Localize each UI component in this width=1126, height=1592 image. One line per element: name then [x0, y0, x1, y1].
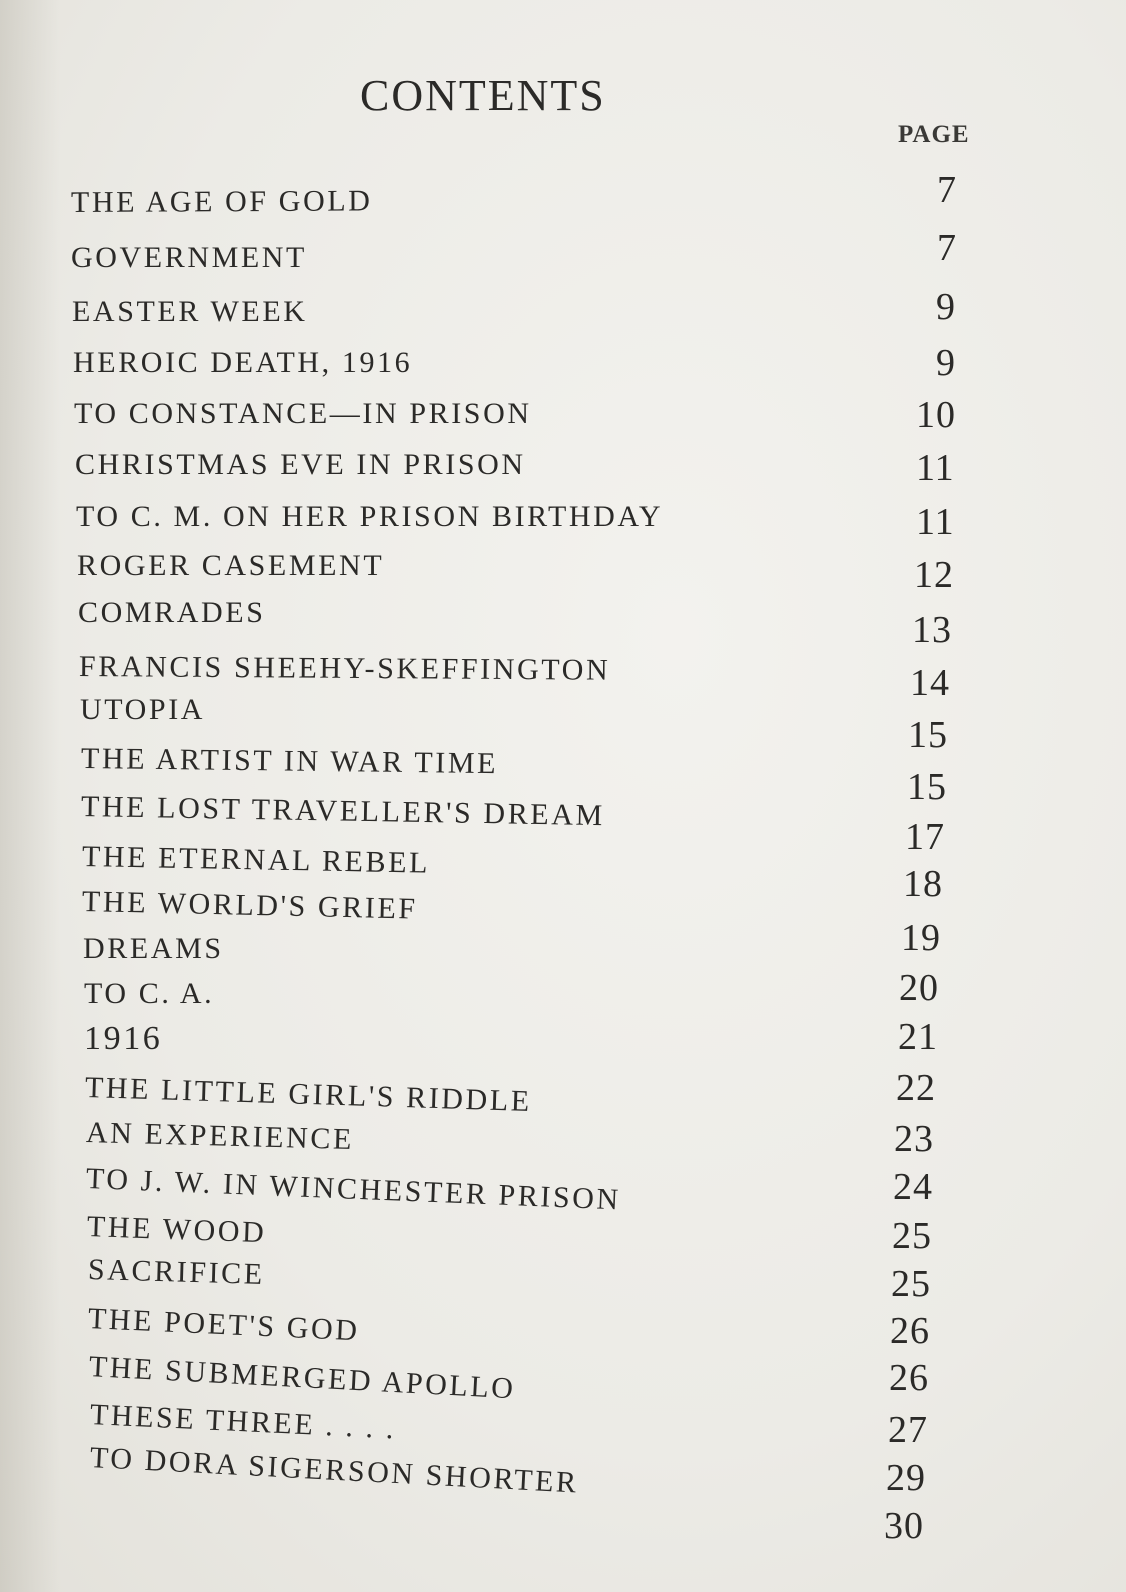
toc-entry-title: GOVERNMENT [71, 241, 307, 274]
toc-entry-page: 30 [884, 1505, 924, 1547]
toc-entry-page: 9 [936, 286, 956, 328]
toc-entry-page: 18 [903, 863, 943, 905]
toc-entry-title: THE LITTLE GIRL'S RIDDLE [84, 1071, 533, 1119]
toc-entry-title: THE WORLD'S GRIEF [81, 885, 419, 926]
toc-entry-page: 11 [916, 501, 955, 543]
toc-entry-page: 10 [916, 394, 956, 436]
toc-entry-title: SACRIFICE [87, 1253, 266, 1291]
toc-entry-page: 7 [937, 169, 957, 211]
toc-entry-page: 15 [907, 766, 947, 808]
toc-entry-title: TO C. M. ON HER PRISON BIRTHDAY [76, 500, 664, 533]
toc-entry-page: 19 [901, 917, 941, 959]
toc-entry-page: 23 [894, 1118, 934, 1160]
toc-entry-page: 21 [898, 1016, 938, 1058]
toc-entry-title: THESE THREE . . . . [89, 1398, 397, 1446]
toc-entry-title: THE ETERNAL REBEL [81, 840, 431, 880]
toc-entry-page: 26 [889, 1357, 929, 1399]
toc-entry-title: AN EXPERIENCE [85, 1116, 355, 1157]
toc-entry-title: CHRISTMAS EVE IN PRISON [75, 448, 526, 481]
toc-entry-page: 11 [916, 447, 955, 489]
toc-entry-title: UTOPIA [80, 693, 206, 726]
toc-entry-page: 25 [891, 1263, 931, 1305]
toc-entry-title: TO CONSTANCE—IN PRISON [74, 397, 532, 430]
toc-entry-title: ROGER CASEMENT [77, 549, 385, 582]
toc-entry-title: THE WOOD [86, 1210, 267, 1250]
toc-entry-page: 9 [936, 342, 956, 384]
toc-entry-page: 12 [914, 554, 954, 596]
toc-entry-page: 13 [912, 609, 952, 651]
toc-entry-title: THE AGE OF GOLD [70, 184, 373, 219]
toc-entry-page: 7 [937, 227, 957, 269]
toc-entry-title: DREAMS [83, 932, 224, 965]
toc-entry-title: THE SUBMERGED APOLLO [88, 1350, 517, 1406]
toc-entry-title: FRANCIS SHEEHY-SKEFFINGTON [78, 650, 611, 687]
toc-entry-page: 29 [886, 1457, 926, 1499]
toc-entry-page: 17 [905, 816, 945, 858]
page-column-label: PAGE [898, 121, 970, 148]
toc-entry-title: TO J. W. IN WINCHESTER PRISON [85, 1162, 622, 1217]
contents-heading: CONTENTS [360, 71, 606, 120]
toc-entry-title: TO C. A. [84, 977, 215, 1010]
toc-entry-page: 14 [910, 662, 950, 704]
toc-entry-title: THE LOST TRAVELLER'S DREAM [80, 790, 606, 833]
toc-entry-page: 27 [888, 1409, 928, 1451]
toc-entry-page: 26 [890, 1310, 930, 1352]
toc-entry-title: EASTER WEEK [72, 295, 308, 328]
toc-entry-title: TO DORA SIGERSON SHORTER [89, 1441, 580, 1500]
toc-entry-title: THE POET'S GOD [87, 1302, 361, 1348]
toc-entry-page: 20 [899, 967, 939, 1009]
page-gutter-shadow [0, 0, 60, 1592]
toc-entry-title: THE ARTIST IN WAR TIME [80, 742, 499, 781]
toc-entry-title: HEROIC DEATH, 1916 [73, 346, 413, 379]
toc-entry-page: 22 [896, 1067, 936, 1109]
toc-entry-page: 25 [892, 1215, 932, 1257]
toc-entry-page: 24 [893, 1166, 933, 1208]
toc-entry-title: 1916 [84, 1020, 163, 1057]
toc-entry-page: 15 [908, 714, 948, 756]
toc-entry-title: COMRADES [78, 596, 266, 629]
